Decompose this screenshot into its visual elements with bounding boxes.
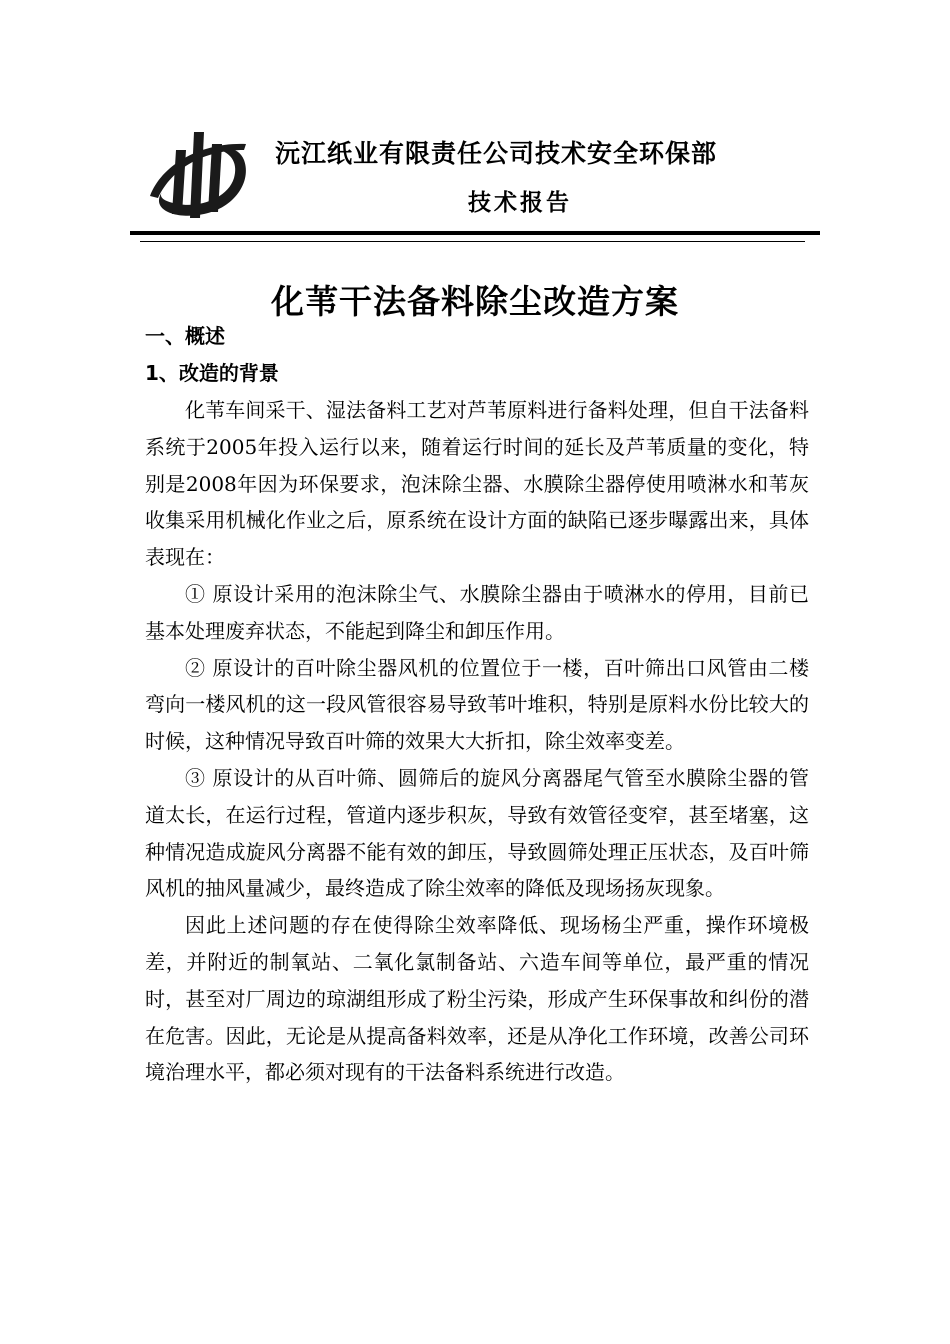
subsection-heading: 1、改造的背景 (145, 361, 279, 385)
report-type: 技术报告 (468, 190, 572, 216)
paragraph: ① 原设计采用的泡沫除尘气、水膜除尘器由于喷淋水的停用，目前已基本处理废弃状态，不能起到降尘和卸压作用。 (145, 581, 809, 643)
organization-name: 沅江纸业有限责任公司技术安全环保部 (275, 139, 718, 168)
paragraph: 化苇车间采干、湿法备料工艺对芦苇原料进行备料处理，但自干法备料系统于2005年投入运行以来，随着运行时间的延长及芦苇质量的变化，特别是2008年因为环保要求，泡沫除尘器、水膜除尘器停使用喷淋水和苇灰收集采用机械化作业之后，原系统在设计方面的缺陷已逐步曝露出来，具体表现在： (145, 398, 809, 570)
paragraph: 因此上述问题的存在使得除尘效率降低、现场杨尘严重，操作环境极差，并附近的制氧站、二氧化氯制备站、六造车间等单位，最严重的情况时，甚至对厂周边的琼湖组形成了粉尘污染，形成产生环保事故和纠份的潜在危害。因此，无论是从提高备料效率，还是从净化工作环境，改善公司环境治理水平，都必须对现有的干法备料系统进行改造。 (145, 913, 809, 1085)
document-header (130, 112, 820, 232)
document-title: 化苇干法备料除尘改造方案 (271, 282, 679, 321)
paragraph: ② 原设计的百叶除尘器风机的位置位于一楼，百叶筛出口风管由二楼弯向一楼风机的这一段风管很容易导致苇叶堆积，特别是原料水份比较大的时候，这种情况导致百叶筛的效果大大折扣，除尘效率变差。 (145, 655, 809, 754)
header-rule-thin (140, 241, 805, 242)
section-heading: 一、概述 (145, 324, 225, 348)
header-rule-thick (130, 231, 820, 235)
paragraph: ③ 原设计的从百叶筛、圆筛后的旋风分离器尾气管至水膜除尘器的管道太长，在运行过程，管道内逐步积灰，导致有效管径变窄，甚至堵塞，这种情况造成旋风分离器不能有效的卸压，导致圆筛处理正压状态，及百叶筛风机的抽风量减少，最终造成了除尘效率的降低及现场扬灰现象。 (145, 765, 809, 901)
document-body (145, 318, 809, 1091)
